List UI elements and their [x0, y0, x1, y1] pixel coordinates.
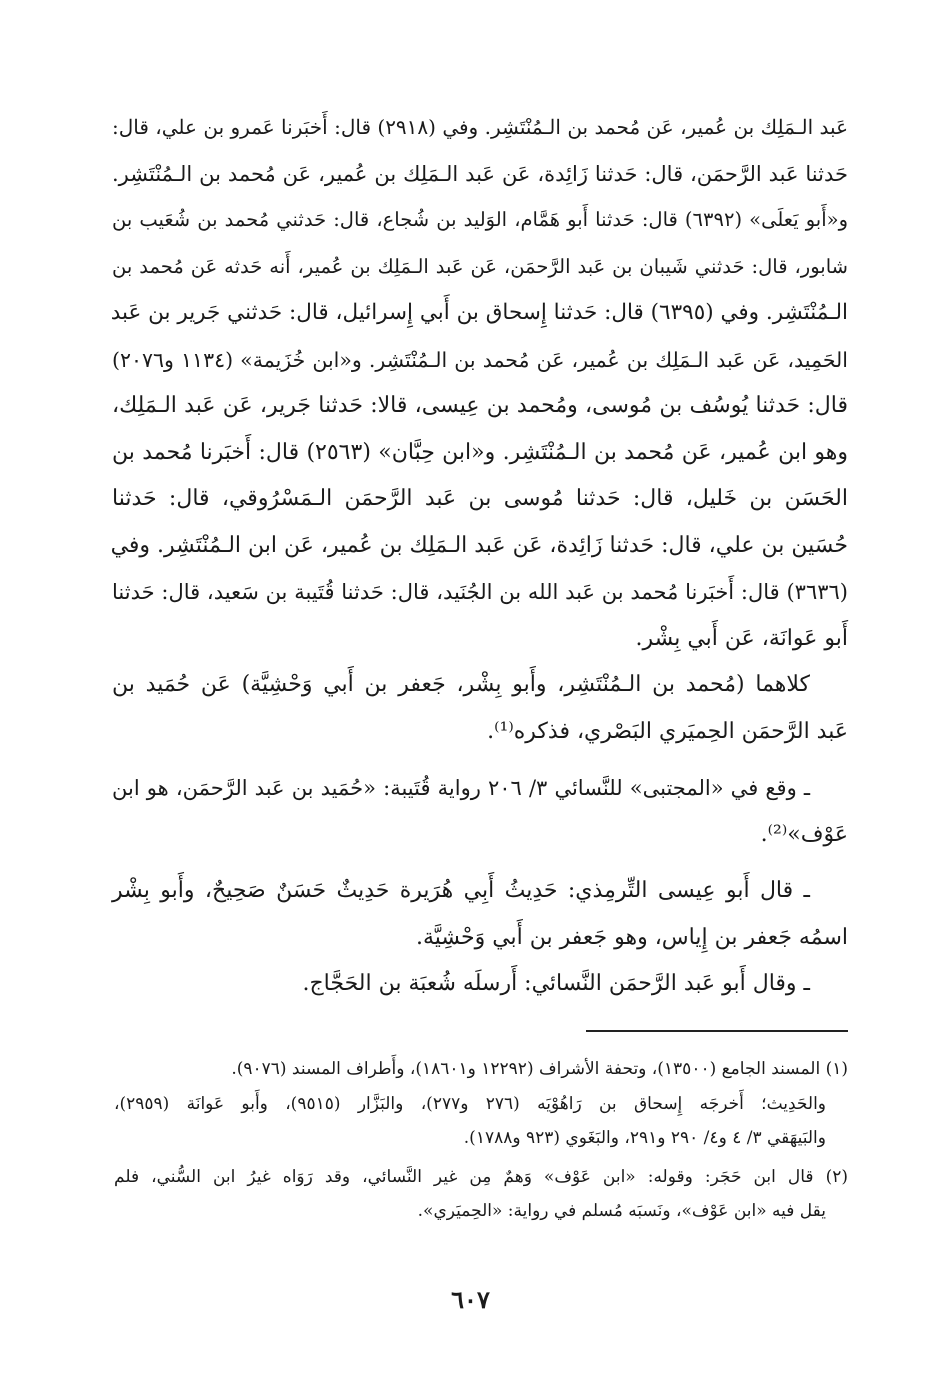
footnote-line: (١) المسند الجامع (١٣٥٠٠)، وتحفة الأشراف (١٢٢٩٢ و١٨٦٠١)، وأَطراف المسند (٩٠٧٦). — [231, 1059, 848, 1079]
text-line: شابور، قال: حَدثني شَيبان بن عَبد الرَّحمَن، عَن عَبد الـمَلِك بن عُمير، أَنه حَدثه عَن مُحمد بن — [112, 254, 848, 278]
text-line: عَبد الرَّحمَن الحِميَري البَصْري، فذكره⁽¹⁾. — [487, 718, 848, 744]
paragraph-gap — [112, 755, 848, 765]
footnote-divider — [586, 1030, 848, 1032]
footnotes — [114, 1052, 848, 1229]
main-text — [112, 104, 848, 1008]
text-line: الـمُنْتَشِر. وفي (٦٣٩٥) قال: حَدثنا إِسحاق بن أَبي إِسرائيل، قال: حَدثني جَرير بن عَبد — [110, 300, 848, 325]
text-line: الحَمِيد، عَن عَبد الـمَلِك بن عُمير، عَن مُحمد بن الـمُنْتَشِر. و«ابن خُزَيمة» (١١٣٤ و٢٠٧٦) — [112, 347, 848, 372]
page-number: ٦٠٧ — [451, 1285, 490, 1314]
footnote-line: والبَيهَقي ٣/ ٤ و٤/ ٢٩٠ و٢٩١، والبَغَوي (٩٢٣ و١٧٨٨). — [463, 1128, 826, 1148]
text-line: عَبد الـمَلِك بن عُمير، عَن مُحمد بن الـمُنْتَشِر. وفي (٢٩١٨) قال: أَخبَرنا عَمرو بن علي، قال: — [112, 115, 849, 139]
text-line: وهو ابن عُمير، عَن مُحمد بن الـمُنْتَشِر. و«ابن حِبَّان» (٢٥٦٣) قال: أَخبَرنا مُحمد بن — [112, 439, 848, 465]
text-line: ـ قال أَبو عِيسى التِّرمِذي: حَدِيثُ أَبِي هُرَيرة حَدِيثٌ حَسَنٌ صَحِيحٌ، وأَبو بِشْر — [112, 878, 810, 903]
footnote-line: (٢) قال ابن حَجَر: وقوله: «ابن عَوْف» وَهمٌ مِن غير النَّسائي، وقد رَوَاه غيرُ ابن السُّني، فلم — [114, 1166, 848, 1187]
footnote-line: والحَدِيث؛ أَخرجَه إِسحاق بن رَاهُوْيَه (٢٧٦ و٢٧٧)، والبَزَّار (٩٥١٥)، وأَبو عَوانَة (٢٩٥٩)، — [114, 1093, 826, 1114]
text-line: حَدثنا عَبد الرَّحمَن، قال: حَدثنا زَائِدة، عَن عَبد الـمَلِك بن عُمير، عَن مُحمد بن الـمُنْتَشِر. — [112, 161, 848, 186]
text-line: الحَسَن بن خَليل، قال: حَدثنا مُوسى بن عَبد الرَّحمَن الـمَسْرُوقي، قال: حَدثنا — [112, 486, 848, 511]
text-line: كلاهما (مُحمد بن الـمُنْتَشِر، وأَبو بِشْر، جَعفر بن أَبي وَحْشِيَّة) عَن حُمَيد بن — [112, 672, 810, 697]
text-line: عَوْف»⁽²⁾. — [760, 821, 848, 847]
text-line: حُسَين بن علي، قال: حَدثنا زَائِدة، عَن عَبد الـمَلِك بن عُمير، عَن ابن الـمُنْتَشِر. وفي — [110, 532, 848, 558]
text-line: و«أَبو يَعلَى» (٦٣٩٢) قال: حَدثنا أَبو هَمَّام، الوَليد بن شُجاع، قال: حَدثني مُحمد بن شُعَيب بن — [112, 208, 849, 231]
text-line: ـ وقال أَبو عَبد الرَّحمَن النَّسائي: أَرسلَه شُعبَة بن الحَجَّاج. — [302, 971, 810, 996]
footnote-line: يقل فيه «ابن عَوْف»، ونَسبَه مُسلم في رواية: «الحِميَري». — [417, 1201, 826, 1221]
text-line: أَبو عَوانَة، عَن أَبي بِشْر. — [635, 625, 848, 651]
paragraph-gap — [112, 858, 848, 868]
text-line: (٣٦٣٦) قال: أَخبَرنا مُحمد بن عَبد الله بن الجُنَيد، قال: حَدثنا قُتَيبة بن سَعيد، قال: حَدثنا — [112, 580, 848, 604]
text-line: قال: حَدثنا يُوسُف بن مُوسى، ومُحمد بن عِيسى، قالا: حَدثنا جَرير، عَن عَبد الـمَلِك، — [112, 393, 848, 418]
text-line: اسمُه جَعفر بن إِياس، وهو جَعفر بن أَبي وَحْشِيَّة. — [415, 924, 848, 950]
text-line: ـ وقع في «المجتبى» للنَّسائي ٣/ ٢٠٦ رواية قُتَيبة: «حُمَيد بن عَبد الرَّحمَن، هو ابن — [112, 776, 810, 800]
